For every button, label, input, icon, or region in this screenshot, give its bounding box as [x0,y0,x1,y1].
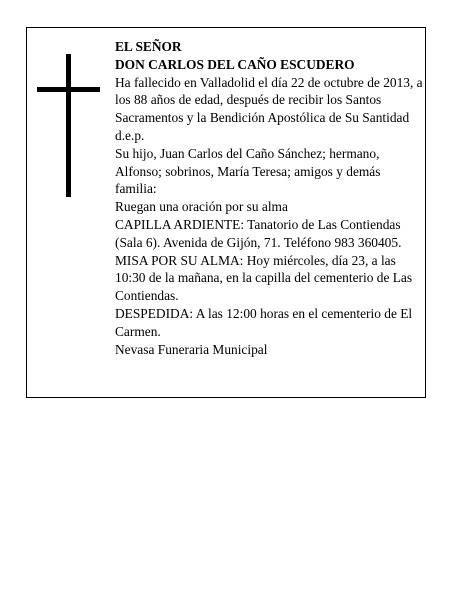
notice-title-line-1: EL SEÑOR [115,39,182,54]
death-info-paragraph: Ha fallecido en Valladolid el día 22 de octubre de 2013, a los 88 años de edad, después de recibir los Santos Sacramentos y la Bendición Apostólica de Su Santidad d.e.p. [115,74,423,143]
funeral-home: Nevasa Funeraria Municipal [115,341,268,357]
deceased-name: DON CARLOS DEL CAÑO ESCUDERO [115,56,355,72]
farewell-info: DESPEDIDA: A las 12:00 horas en el cementerio de El Carmen. [115,305,413,339]
prayer-request: Ruegan una oración por su alma [115,199,288,215]
family-paragraph: Su hijo, Juan Carlos del Caño Sánchez; hermano, Alfonso; sobrinos, María Teresa; amigos y demás familia: [115,145,381,197]
chapel-info: CAPILLA ARDIENTE: Tanatorio de Las Contiendas (Sala 6). Avenida de Gijón, 71. Teléfono 983 360405. [115,216,402,250]
notice-text [115,38,425,358]
cross-vertical-bar [66,54,71,197]
mass-info: MISA POR SU ALMA: Hoy miércoles, día 23, a las 10:30 de la mañana, en la capilla del cementerio de Las Contiendas. [115,252,413,304]
obituary-notice [26,27,426,398]
cross-horizontal-bar [37,87,100,92]
